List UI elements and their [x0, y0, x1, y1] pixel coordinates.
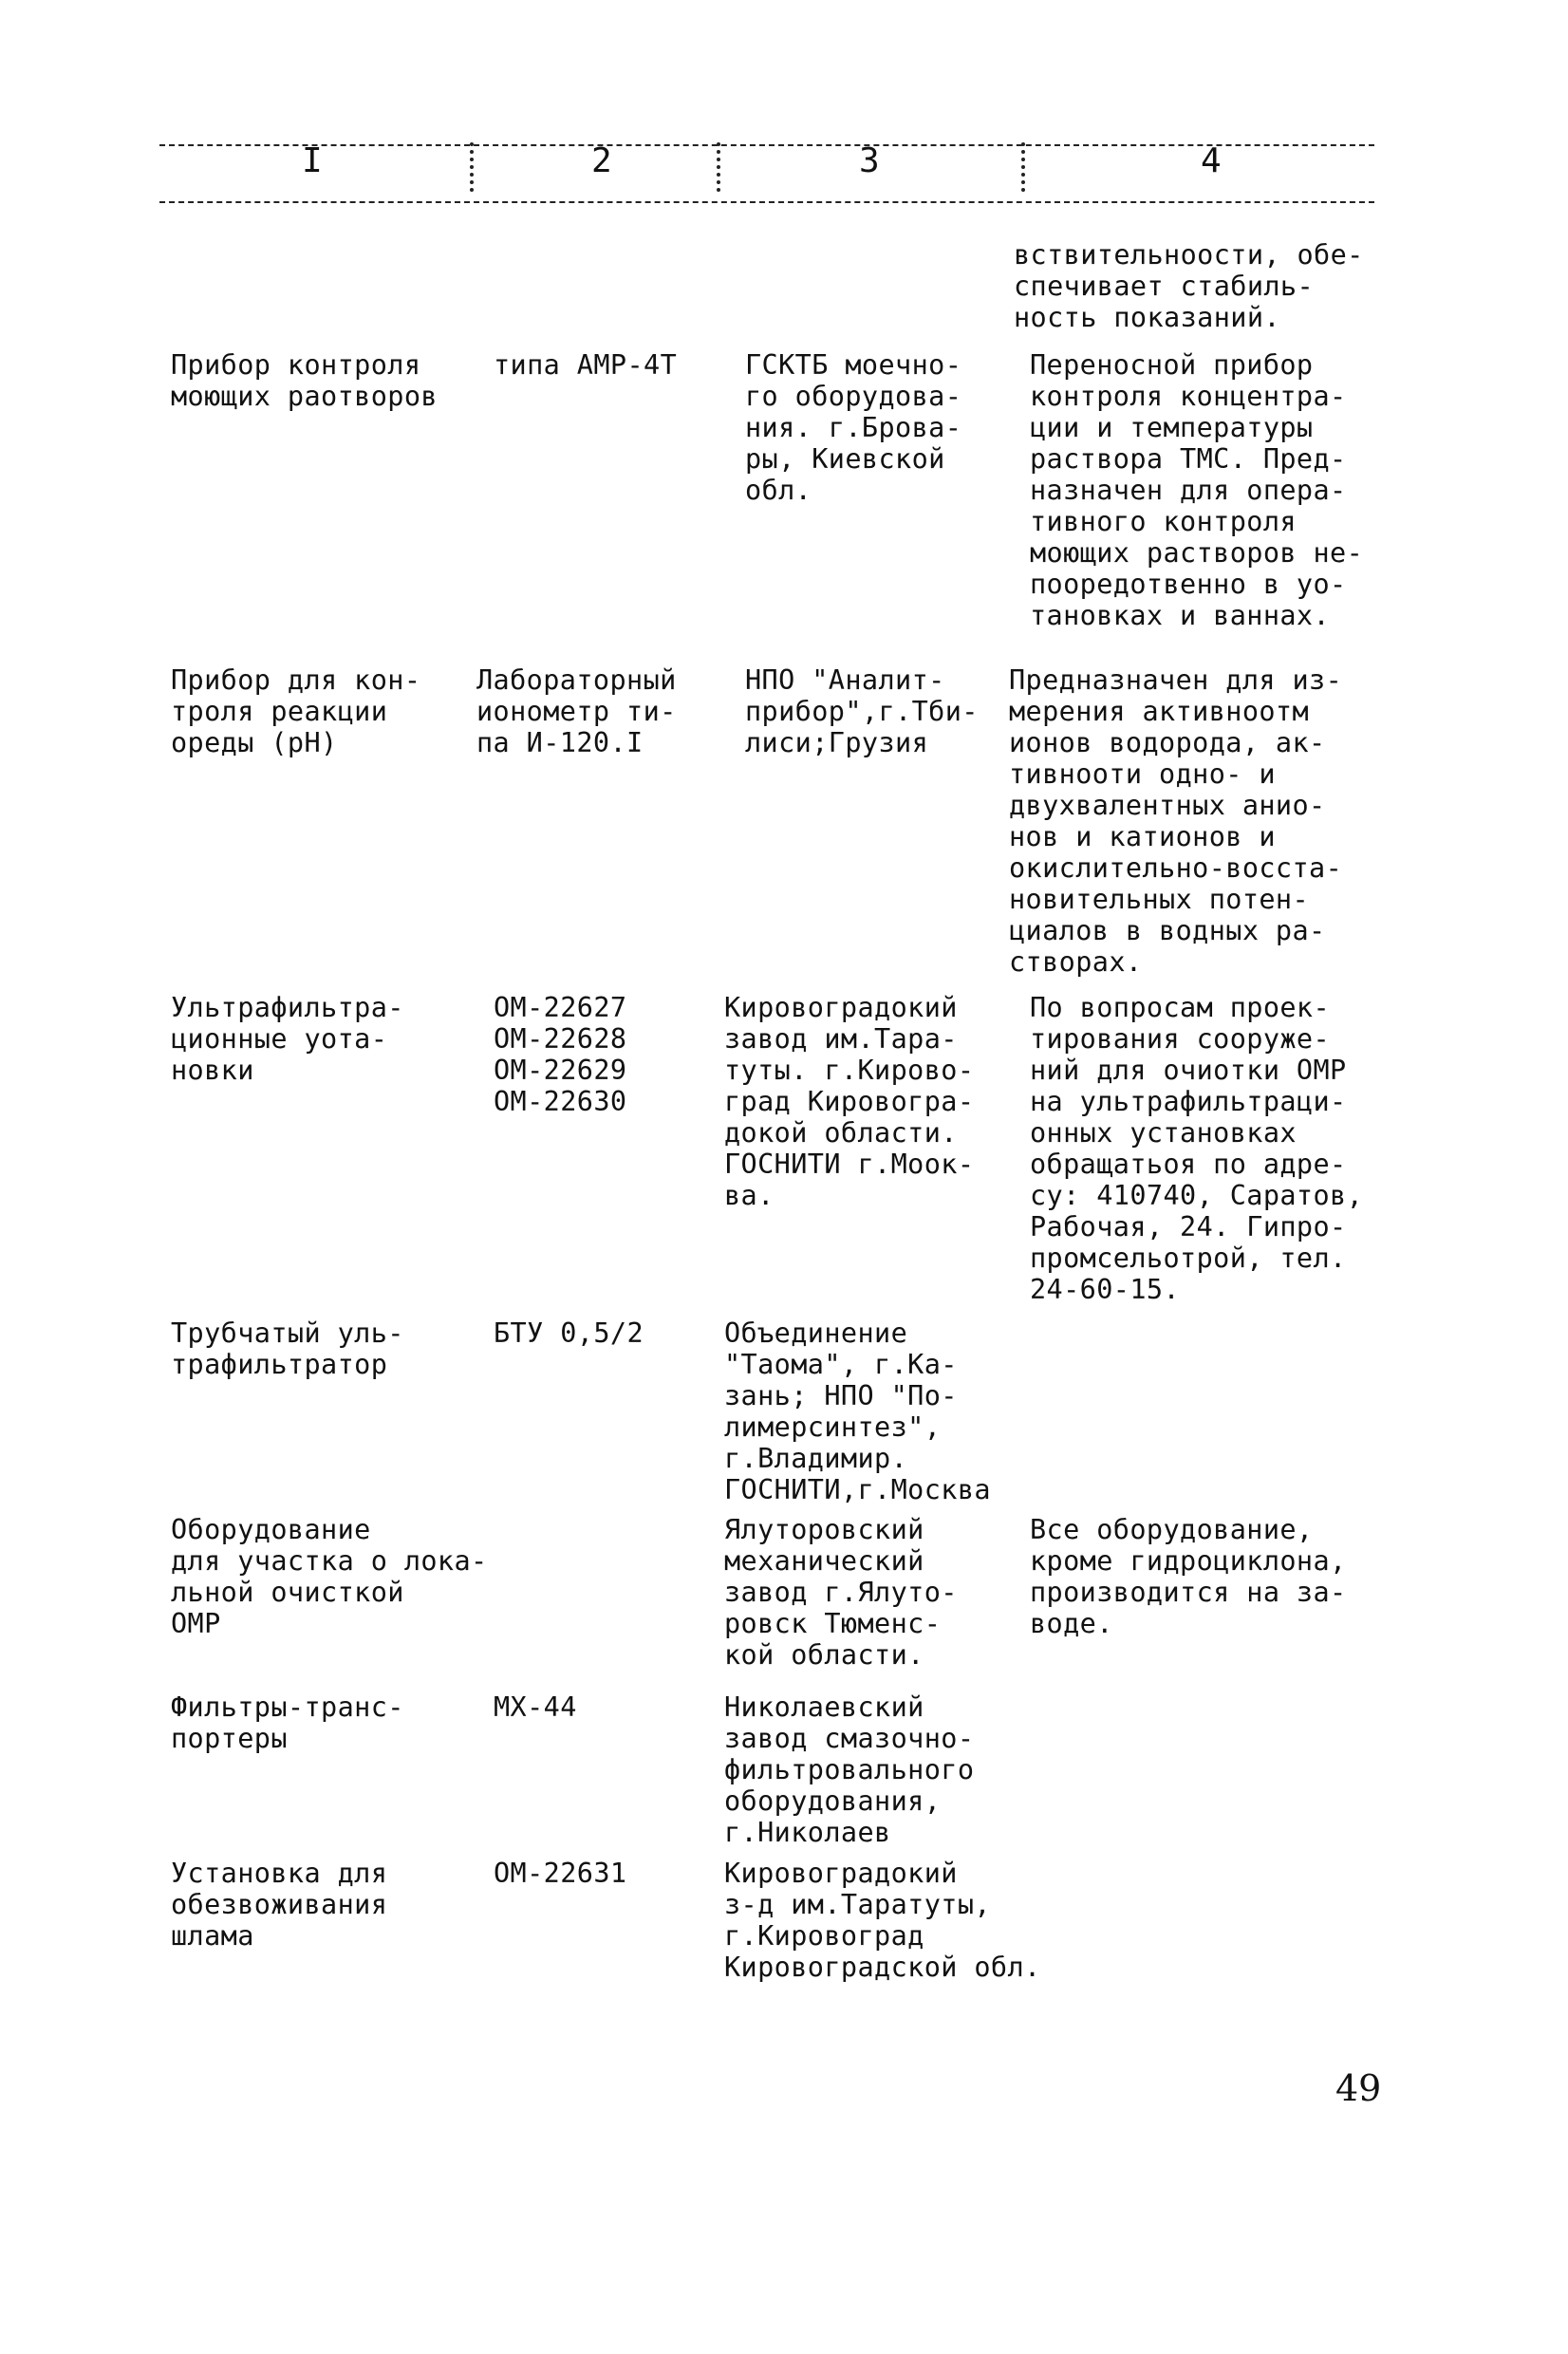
row-7-name: Установка для обезвоживания шлама — [171, 1858, 388, 1952]
row-4-maker: Объединение "Таома", г.Ка- зань; НПО "По- лимерсинтез", г.Владимир. ГОСНИТИ,г.Москва — [724, 1317, 991, 1505]
row-2-note: Предназначен для из- мерения активноотм ионов водорода, ак- тивнооти одно- и двухвалентных анио- нов и катионов и окислительно-восста- новительных потен- циалов в водных ра- створах. — [1009, 664, 1343, 978]
row-3-type: ОМ-22627 ОМ-22628 ОМ-22629 ОМ-22630 — [494, 992, 627, 1117]
row-1-note: Переносной прибор контроля концентра- ции и температуры раствора ТМС. Пред- назначен для опера- тивного контроля моющих растворов не- пооредотвенно в уо- тановках и ваннах. — [1030, 349, 1364, 631]
row-1-type: типа АМР-4Т — [494, 349, 678, 381]
row-2-maker: НПО "Аналит- прибор",г.Тби- лиси;Грузия — [745, 664, 979, 758]
row-6-type: МХ-44 — [494, 1691, 577, 1723]
row-1-maker: ГСКТБ моечно- го оборудова- ния. г.Брова- ры, Киевской обл. — [745, 349, 962, 506]
row-2-type: Лабораторный ионометр ти- па И-120.I — [476, 664, 677, 758]
column-separator-2 — [717, 142, 726, 192]
row-6-maker: Николаевский завод смазочно- фильтровального оборудования, г.Николаев — [724, 1691, 975, 1848]
row-3-maker: Кировоградокий завод им.Тара- туты. г.Кирово- град Кировогра- докой области. ГОСНИТИ г.Моок- ва. — [724, 992, 975, 1211]
column-number-3: 3 — [859, 141, 880, 180]
column-number-2: 2 — [591, 141, 612, 180]
row-5-name: Оборудование для участка о лока- льной очисткой ОМР — [171, 1514, 488, 1639]
row-1-name: Прибор контроля моющих раотворов — [171, 349, 438, 412]
column-number-4: 4 — [1201, 141, 1222, 180]
row-7-type: ОМ-22631 — [494, 1858, 627, 1889]
header-top-rule — [159, 144, 1374, 146]
row-5-note: Все оборудование, кроме гидроциклона, производится на за- воде. — [1030, 1514, 1347, 1639]
row-5-maker: Ялуторовский механический завод г.Ялуто- ровск Тюменс- кой области. — [724, 1514, 958, 1671]
column-separator-3 — [1021, 142, 1031, 192]
column-separator-1 — [470, 142, 479, 192]
row-6-name: Фильтры-транс- портеры — [171, 1691, 404, 1754]
page-number: 49 — [1335, 2067, 1382, 2109]
row-2-name: Прибор для кон- троля реакции ореды (рН) — [171, 664, 421, 758]
row-0-note: вствительноости, обе- спечивает стабиль- ность показаний. — [1014, 239, 1364, 333]
header-bottom-rule — [159, 201, 1374, 203]
row-3-name: Ультрафильтра- ционные уота- новки — [171, 992, 404, 1086]
row-7-maker: Кировоградокий з-д им.Таратуты, г.Кировоград Кировоградской обл. — [724, 1858, 1041, 1983]
column-number-1: I — [302, 141, 323, 180]
row-3-note: По вопросам проек- тирования сооруже- ний для очиотки ОМР на ультрафильтраци- онных установках обращатьоя по адре- су: 410740, Саратов, Рабочая, 24. Гипро- промсельотрой, тел. 24-60-15. — [1030, 992, 1364, 1305]
row-4-name: Трубчатый уль- трафильтратор — [171, 1317, 404, 1380]
row-4-type: БТУ 0,5/2 — [494, 1317, 644, 1349]
